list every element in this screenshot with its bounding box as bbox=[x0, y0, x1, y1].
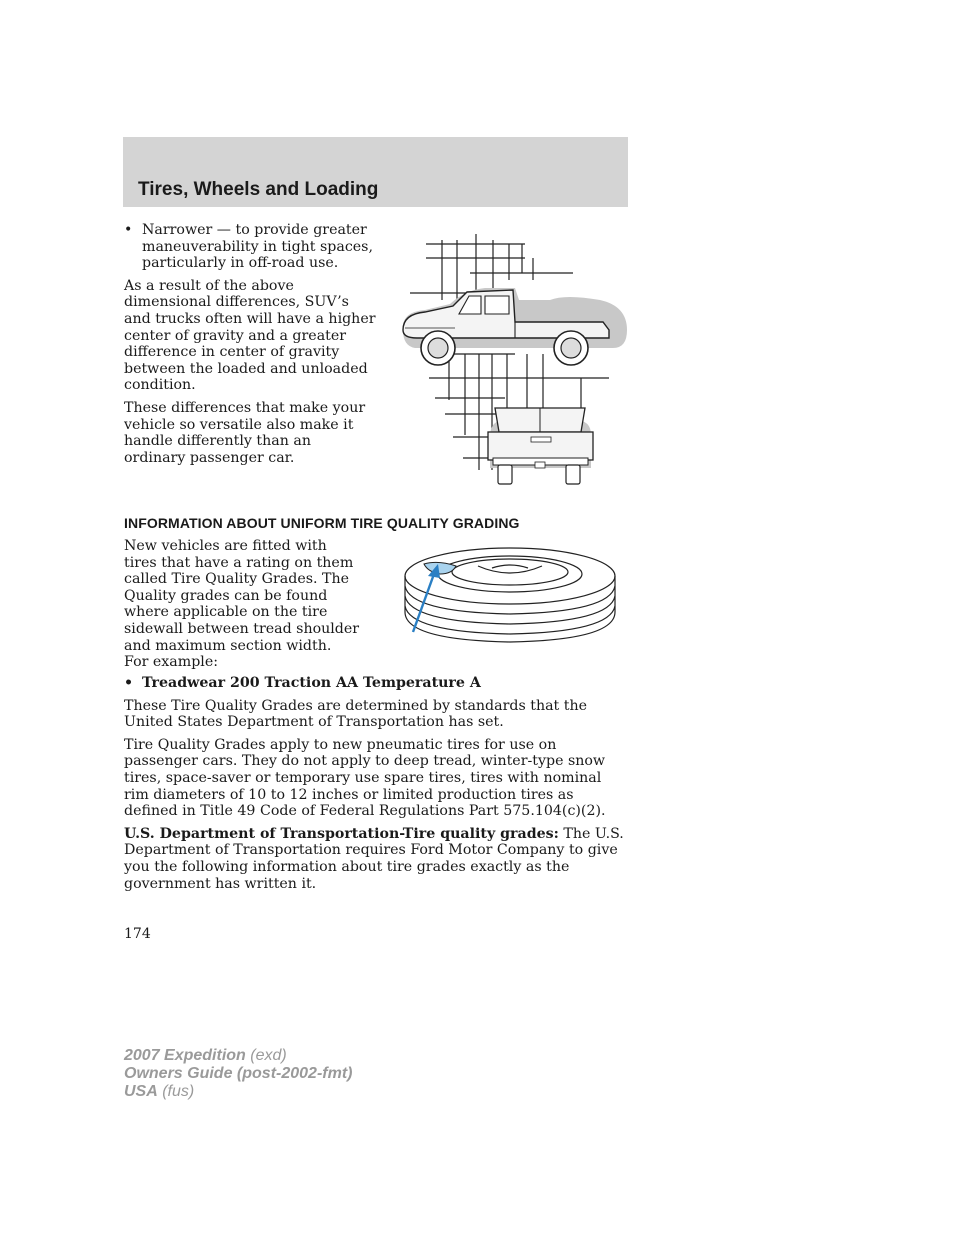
tire-grading-body bbox=[124, 675, 624, 898]
section-title: Tires, Wheels and Loading bbox=[138, 179, 379, 200]
page-number: 174 bbox=[124, 926, 151, 942]
bullet-text: Treadwear 200 Traction AA Temperature A bbox=[142, 675, 481, 691]
footer-market-code: (fus) bbox=[157, 1083, 195, 1100]
paragraph-lead: U.S. Department of Transportation-Tire quality grades: bbox=[124, 825, 559, 842]
bullet-item bbox=[124, 222, 376, 272]
paragraph bbox=[124, 826, 624, 892]
section-header-band bbox=[123, 137, 628, 207]
paragraph: Tire Quality Grades apply to new pneumatic tires for use on passenger cars. They do not apply to deep tread, winter-type snow tires, space-saver or temporary use spare tires, tires with nominal rim diameters of 10 to 12 inches or limited production tires as defined in Title 49 Code of Federal Regulations Part 575.104(c)(2). bbox=[124, 736, 606, 820]
bullet-dot: • bbox=[124, 675, 134, 691]
tire-grading-intro bbox=[124, 538, 360, 677]
tire-sidewall-illustration bbox=[400, 540, 620, 650]
paragraph: These Tire Quality Grades are determined by standards that the United States Department of Transportation has set. bbox=[124, 697, 587, 731]
paragraph-body: The U.S. Department of Transportation requires Ford Motor Company to give you the following information about tire grades exactly as the government has written it. bbox=[124, 825, 624, 892]
paragraph: These differences that make your vehicle so versatile also make it handle differently than an ordinary passenger car. bbox=[124, 399, 366, 466]
bullet-dot: • bbox=[124, 222, 133, 238]
paragraph: As a result of the above dimensional differences, SUV’s and trucks often will have a higher center of gravity and a greater difference in center of gravity between the loaded and unloaded condition. bbox=[124, 277, 376, 394]
paragraph: New vehicles are fitted with tires that have a rating on them called Tire Quality Grades. The Quality grades can be found where applicable on the tire sidewall between tread shoulder and maximum section width. For example: bbox=[124, 538, 360, 671]
section-heading: INFORMATION ABOUT UNIFORM TIRE QUALITY GRADING bbox=[124, 515, 520, 531]
footer-model-code: (exd) bbox=[245, 1047, 287, 1064]
footer-market: USA bbox=[124, 1083, 158, 1100]
truck-center-of-gravity-illustration bbox=[395, 230, 635, 492]
intro-text bbox=[124, 222, 376, 472]
document-footer bbox=[124, 1047, 352, 1101]
bullet-text: Narrower — to provide greater maneuverability in tight spaces, particularly in off-road use. bbox=[142, 222, 373, 272]
footer-guide: Owners Guide (post-2002-fmt) bbox=[124, 1065, 353, 1082]
bullet-item bbox=[124, 675, 624, 692]
footer-model: 2007 Expedition bbox=[124, 1047, 246, 1064]
